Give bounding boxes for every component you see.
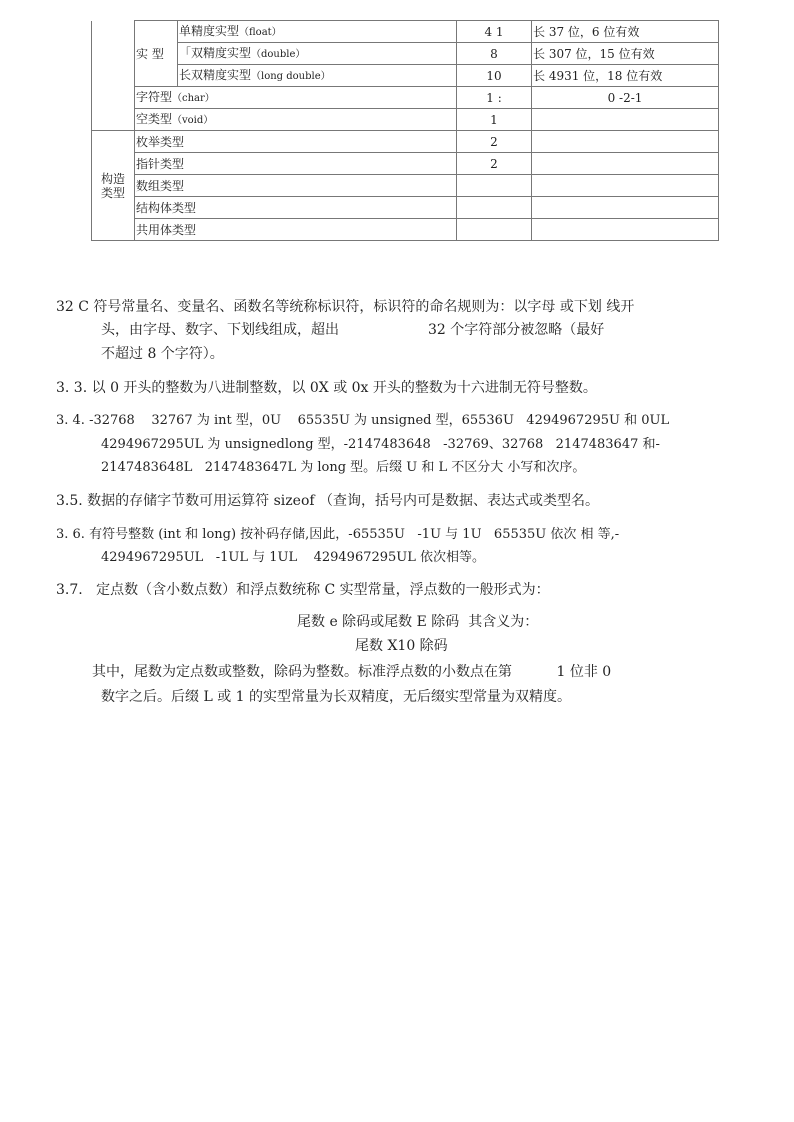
paragraph-line: 3. 3. 以 0 开头的整数为八进制整数，以 0X 或 0x 开头的整数为十六进制无符号整数。 — [56, 380, 597, 396]
paragraph-line: 不超过 8 个字符）。 — [101, 346, 224, 362]
table-row — [92, 131, 719, 153]
range-cell — [532, 131, 719, 153]
bytes-cell: 10 — [457, 65, 532, 87]
paragraph-line: 2147483648L 2147483647L 为 long 型。后缀 U 和 L 不区分大 小写和次序。 — [101, 460, 586, 475]
table-row — [92, 197, 719, 219]
bytes-cell: 1 — [457, 109, 532, 131]
paragraph-line: 头，由字母、数字、下划线组成，超出 32 个字符部分被忽略（最好 — [101, 322, 605, 338]
paragraph-line: 3.7. 定点数（含小数点数）和浮点数统称 C 实型常量，浮点数的一般形式为： — [56, 582, 550, 598]
range-cell: 长 4931 位，18 位有效 — [532, 65, 719, 87]
type-name: 枚举类型 — [135, 131, 457, 153]
type-en: （float） — [239, 26, 282, 38]
formula-line: 尾数 e 除码或尾数 E 除码 其含义为： — [297, 614, 539, 630]
type-name: 共用体类型 — [135, 219, 457, 241]
paragraph-line: 其中，尾数为定点数或整数，除码为整数。标准浮点数的小数点在第 1 位非 0 — [92, 664, 612, 680]
real-type-group: 实 型 — [135, 21, 178, 87]
type-name: 字符型 — [136, 89, 173, 104]
paragraph-line: 32 C 符号常量名、变量名、函数名等统称标识符，标识符的命名规则为：以字母 或下划 线开 — [56, 299, 635, 315]
formula-line: 尾数 X10 除码 — [355, 638, 448, 654]
type-name: 长双精度实型 — [179, 67, 252, 82]
range-cell — [532, 197, 719, 219]
table-row — [92, 21, 719, 43]
type-name: 单精度实型 — [179, 23, 240, 38]
paragraph-line: 4294967295UL -1UL 与 1UL 4294967295UL 依次相等。 — [101, 550, 486, 565]
type-name: 数组类型 — [135, 175, 457, 197]
bytes-cell: 1 : — [457, 87, 532, 109]
bytes-cell — [457, 197, 532, 219]
basic-type-cell — [92, 21, 135, 131]
construct-type-group: 构造 类型 — [92, 131, 135, 241]
bytes-cell: 2 — [457, 131, 532, 153]
data-type-table — [91, 20, 719, 241]
paragraph-line: 数字之后。后缀 L 或 1 的实型常量为长双精度，无后缀实型常量为双精度。 — [101, 689, 572, 705]
table-row — [92, 153, 719, 175]
bytes-cell — [457, 175, 532, 197]
table-row — [92, 109, 719, 131]
range-cell — [532, 109, 719, 131]
table-row — [92, 219, 719, 241]
paragraph-line: 3. 4. -32768 32767 为 int 型，0U 65535U 为 unsigned 型，65536U 4294967295U 和 0UL — [56, 413, 670, 428]
type-en: （double） — [251, 48, 306, 60]
range-cell — [532, 153, 719, 175]
bytes-cell: 8 — [457, 43, 532, 65]
table-row — [92, 87, 719, 109]
range-cell: 0 -2-1 — [532, 87, 719, 109]
paragraph-line: 3. 6. 有符号整数 (int 和 long) 按补码存储,因此，-65535U -1U 与 1U 65535U 依次 相 等,- — [56, 527, 620, 542]
bytes-cell: 2 — [457, 153, 532, 175]
range-cell — [532, 219, 719, 241]
type-name: 「双精度实型 — [179, 45, 252, 60]
range-cell — [532, 175, 719, 197]
table-row — [92, 175, 719, 197]
table-row — [92, 43, 719, 65]
type-name: 结构体类型 — [135, 197, 457, 219]
type-en: （void） — [172, 114, 214, 126]
paragraph-line: 4294967295UL 为 unsignedlong 型，-2147483648 -32769、32768 2147483647 和- — [101, 437, 660, 452]
type-name: 空类型 — [136, 111, 173, 126]
paragraph-line: 3.5. 数据的存储字节数可用运算符 sizeof （查询，括号内可是数据、表达式或类型名。 — [56, 493, 599, 509]
type-en: （long double） — [251, 70, 331, 82]
bytes-cell: 4 1 — [457, 21, 532, 43]
type-en: （char） — [172, 92, 215, 104]
range-cell: 长 307 位，15 位有效 — [532, 43, 719, 65]
type-name: 指针类型 — [135, 153, 457, 175]
bytes-cell — [457, 219, 532, 241]
table-row — [92, 65, 719, 87]
range-cell: 长 37 位，6 位有效 — [532, 21, 719, 43]
